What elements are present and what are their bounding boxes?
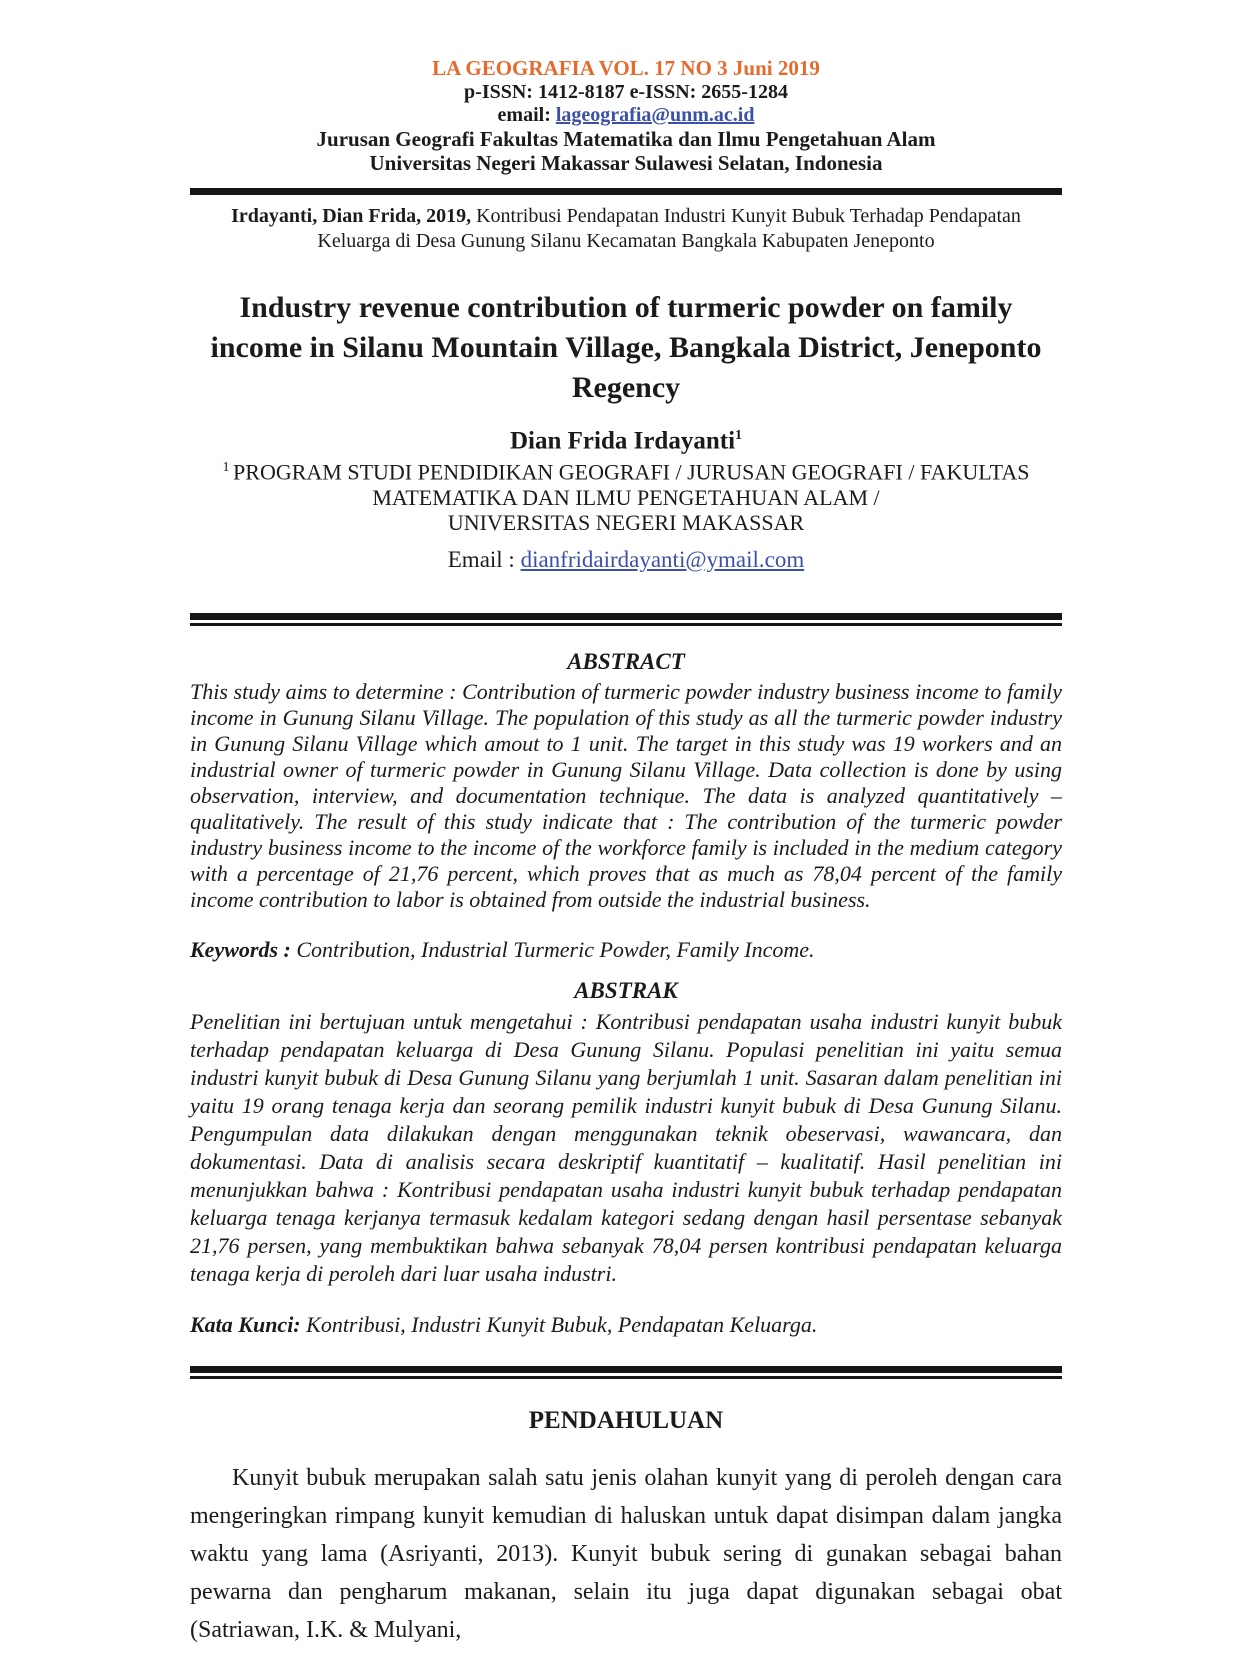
- author-email-link[interactable]: dianfridairdayanti@ymail.com: [520, 546, 805, 572]
- department-line: Jurusan Geografi Fakultas Matematika dan Ilmu Pengetahuan Alam: [316, 127, 936, 151]
- abstract-divider-rule: [190, 613, 1062, 626]
- keywords-line: [190, 937, 1062, 963]
- paper-title: Industry revenue contribution of turmeric powder on family income in Silanu Mountain Village, Bangkala District, Jeneponto Regency: [210, 291, 1042, 404]
- introduction-heading: PENDAHULUAN: [528, 1406, 724, 1434]
- kata-kunci-text: Kontribusi, Industri Kunyit Bubuk, Pendapatan Keluarga.: [306, 1311, 818, 1337]
- keywords-label: Keywords :: [190, 936, 297, 962]
- affiliation-line-2: MATEMATIKA DAN ILMU PENGETAHUAN ALAM /: [372, 484, 880, 510]
- abstract-en-heading: ABSTRACT: [567, 648, 685, 674]
- affiliation-superscript: 1: [222, 460, 234, 476]
- journal-email-label: email:: [497, 104, 556, 126]
- author-name: [190, 422, 1062, 455]
- author-superscript: 1: [735, 428, 743, 443]
- affiliation-line-1: [190, 455, 1062, 484]
- citation-authors: Irdayanti, Dian Frida, 2019,: [231, 205, 472, 227]
- journal-volume-line: LA GEOGRAFIA VOL. 17 NO 3 Juni 2019: [432, 56, 820, 80]
- author-email-label: Email :: [447, 546, 521, 572]
- header-divider-rule: [190, 188, 1062, 195]
- abstract-id-body: Penelitian ini bertujuan untuk mengetahui : Kontribusi pendapatan usaha industri kunyit bubuk terhadap pendapatan keluarga di Desa Gunung Silanu. Populasi penelitian ini yaitu semua industri kunyit bubuk di Desa Gunung Silanu yang berjumlah 1 unit. Sasaran dalam penelitian ini yaitu 19 orang tenaga kerja dan seorang pemilik industri kunyit bubuk di Desa Gunung Silanu. Pengumpulan data dilakukan dengan menggunakan teknik obeservasi, wawancara, dan dokumentasi. Data di analisis secara deskriptif kuantitatif – kualitatif. Hasil penelitian ini menunjukkan bahwa : Kontribusi pendapatan usaha industri kunyit bubuk terhadap pendapatan keluarga tenaga kerjanya termasuk kedalam kategori sedang dengan hasil persentase sebanyak 21,76 persen, yang membuktikan bahwa sebanyak 78,04 persen kontribusi pendapatan keluarga tenaga kerja di peroleh dari luar usaha industri.: [190, 1008, 1062, 1286]
- author-email-line: [190, 547, 1062, 573]
- introduction-divider-rule: [190, 1366, 1062, 1379]
- journal-email-link[interactable]: lageografia@unm.ac.id: [555, 104, 755, 126]
- kata-kunci-line: [190, 1312, 1062, 1338]
- issn-line: p-ISSN: 1412-8187 e-ISSN: 2655-1284: [464, 81, 788, 103]
- introduction-paragraph: Kunyit bubuk merupakan salah satu jenis olahan kunyit yang di peroleh dengan cara mengeringkan rimpang kunyit kemudian di haluskan untuk dapat disimpan dalam jangka waktu yang lama (Asriyanti, 2013). Kunyit bubuk sering di gunakan sebagai bahan pewarna dan pengharum makanan, selain itu juga dapat digunakan sebagai obat (Satriawan, I.K. & Mulyani,: [190, 1464, 1062, 1643]
- journal-email-line: [190, 104, 1062, 127]
- citation-line: [190, 204, 1062, 254]
- author-name-text: Dian Frida Irdayanti: [509, 427, 736, 455]
- citation-text: Kontribusi Pendapatan Industri Kunyit Bubuk Terhadap Pendapatan Keluarga di Desa Gunung Silanu Kecamatan Bangkala Kabupaten Jeneponto: [317, 205, 1021, 252]
- abstract-en-body: This study aims to determine : Contribution of turmeric powder industry business income to family income in Gunung Silanu Village. The population of this study as all the turmeric powder industry in Gunung Silanu Village which amout to 1 unit. The target in this study was 19 workers and an industrial owner of turmeric powder in Gunung Silanu Village. Data collection is done by using observation, interview, and documentation technique. The data is analyzed quantitatively – qualitatively. The result of this study indicate that : The contribution of the turmeric powder industry business income to the income of the workforce family is included in the medium category with a percentage of 21,76 percent, which proves that as much as 78,04 percent of the family income contribution to labor is obtained from outside the industrial business.: [190, 678, 1062, 912]
- university-line: Universitas Negeri Makassar Sulawesi Selatan, Indonesia: [369, 151, 883, 175]
- author-block: [190, 422, 1062, 573]
- affiliation-line-3: UNIVERSITAS NEGERI MAKASSAR: [447, 509, 805, 535]
- journal-header: [190, 56, 1062, 175]
- affiliation-text-1: PROGRAM STUDI PENDIDIKAN GEOGRAFI / JURUSAN GEOGRAFI / FAKULTAS: [233, 459, 1030, 485]
- kata-kunci-label: Kata Kunci:: [190, 1311, 307, 1337]
- abstract-id-heading: ABSTRAK: [574, 977, 678, 1003]
- keywords-text: Contribution, Industrial Turmeric Powder, Family Income.: [296, 936, 815, 962]
